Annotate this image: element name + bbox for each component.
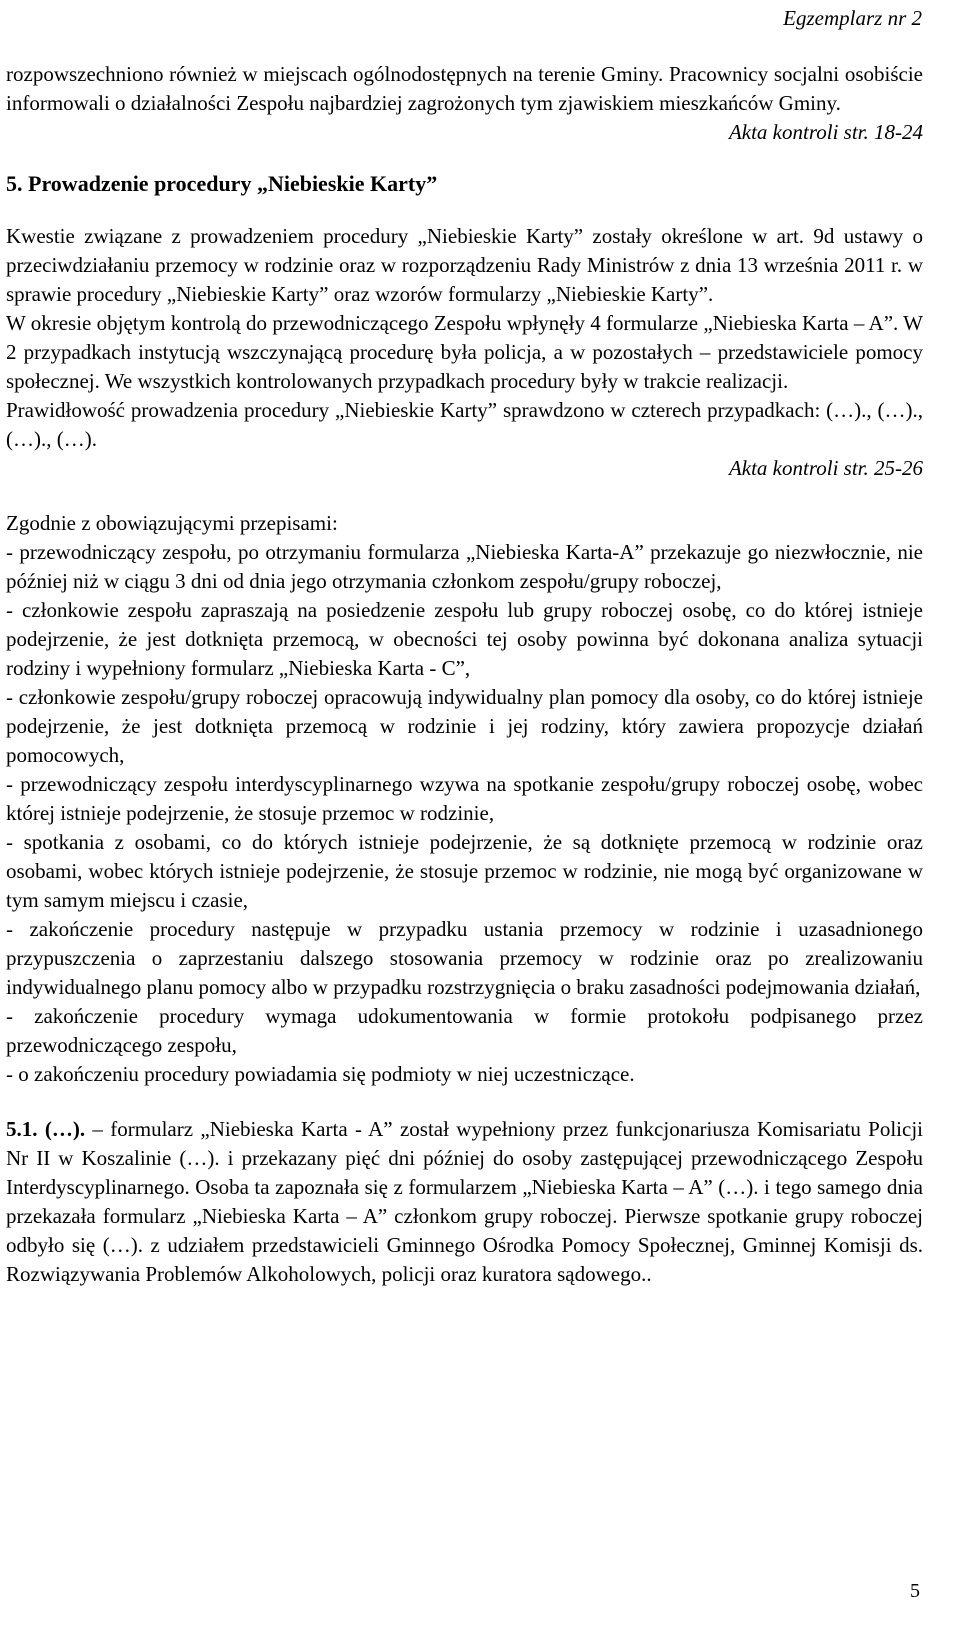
subsection-text: – formularz „Niebieska Karta - A” został wypełniony przez funkcjonariusza Komisariatu Policji Nr II w Koszalinie (…). i przekazany pięć dni później do osoby zastępującej przewodniczącego Zespołu Interdyscyplinarnego. Osoba ta zapoznała się z formularzem „Niebieska Karta – A” (…). i tego samego dnia przekazała formularz „Niebieska Karta – A” członkom grupy roboczej. Pierwsze spotkanie grupy roboczej odbyło się (…). z udziałem przedstawicieli Gminnego Ośrodka Pomocy Społecznej, Gminnej Komisji ds. Rozwiązywania Problemów Alkoholowych, policji oraz kuratora sądowego.. (6, 1117, 923, 1286)
list-item: - przewodniczący zespołu, po otrzymaniu formularza „Niebieska Karta-A” przekazuje go niezwłocznie, nie później niż w ciągu 3 dni od dnia jego otrzymania członkom zespołu/grupy roboczej, (6, 540, 923, 593)
list-item: - przewodniczący zespołu interdyscyplinarnego wzywa na spotkanie zespołu/grupy roboczej osobę, wobec której istnieje podejrzenie, że stosuje przemoc w rodzinie, (6, 772, 923, 825)
file-reference: Akta kontroli str. 25-26 (728, 456, 923, 480)
spacer (6, 483, 923, 509)
page-number: 5 (910, 1580, 920, 1602)
subsection-paragraph (6, 1115, 923, 1289)
list-item: - członkowie zespołu zapraszają na posiedzenie zespołu lub grupy roboczej osobę, co do której istnieje podejrzenie, że jest dotknięta przemocą, w obecności tej osoby powinna być dokonana analiza sytuacji rodziny i wypełniony formularz „Niebieska Karta - C”, (6, 598, 923, 680)
list-item: - spotkania z osobami, co do których istnieje podejrzenie, że są dotknięte przemocą w rodzinie oraz osobami, wobec których istnieje podejrzenie, że stosuje przemoc w rodzinie, nie mogą być organizowane w tym samym miejscu i czasie, (6, 830, 923, 912)
rules-intro: Zgodnie z obowiązującymi przepisami: (6, 511, 338, 535)
copy-label: Egzemplarz nr 2 (783, 6, 922, 30)
paragraph: Prawidłowość prowadzenia procedury „Niebieskie Karty” sprawdzono w czterech przypadkach: (…)., (…)., (…)., (…). (6, 398, 923, 451)
document-body (6, 60, 923, 1289)
list-item: - zakończenie procedury następuje w przypadku ustania przemocy w rodzinie i uzasadnionego przypuszczenia o zaprzestaniu dalszego stosowania przemocy w rodzinie oraz po zrealizowaniu indywidualnego planu pomocy albo w przypadku rozstrzygnięcia o braku zasadności podejmowania działań, (6, 917, 923, 999)
section-heading: 5. Prowadzenie procedury „Niebieskie Karty” (6, 171, 438, 196)
file-reference: Akta kontroli str. 18-24 (728, 120, 923, 144)
intro-paragraph: rozpowszechniono również w miejscach ogólnodostępnych na terenie Gminy. Pracownicy socjalni osobiście informowali o działalności Zespołu najbardziej zagrożonych tym zjawiskiem mieszkańców Gminy. (6, 62, 923, 115)
list-item: - członkowie zespołu/grupy roboczej opracowują indywidualny plan pomocy dla osoby, co do której istnieje podejrzenie, że jest dotknięta przemocą w rodzinie i jej rodziny, który zawiera propozycje działań pomocowych, (6, 685, 923, 767)
paragraph: Kwestie związane z prowadzeniem procedury „Niebieskie Karty” zostały określone w art. 9d ustawy o przeciwdziałaniu przemocy w rodzinie oraz w rozporządzeniu Rady Ministrów z dnia 13 września 2011 r. w sprawie procedury „Niebieskie Karty” oraz wzorów formularzy „Niebieskie Karty”. (6, 224, 923, 306)
spacer (6, 1089, 923, 1115)
subsection-label: 5.1. (…). (6, 1117, 86, 1141)
list-item: - o zakończeniu procedury powiadamia się podmioty w niej uczestniczące. (6, 1062, 635, 1086)
paragraph: W okresie objętym kontrolą do przewodniczącego Zespołu wpłynęły 4 formularze „Niebieska Karta – A”. W 2 przypadkach instytucją wszczynającą procedurę była policja, a w pozostałych – przedstawiciele pomocy społecznej. We wszystkich kontrolowanych przypadkach procedury były w trakcie realizacji. (6, 311, 923, 393)
list-item: - zakończenie procedury wymaga udokumentowania w formie protokołu podpisanego przez przewodniczącego zespołu, (6, 1004, 923, 1057)
